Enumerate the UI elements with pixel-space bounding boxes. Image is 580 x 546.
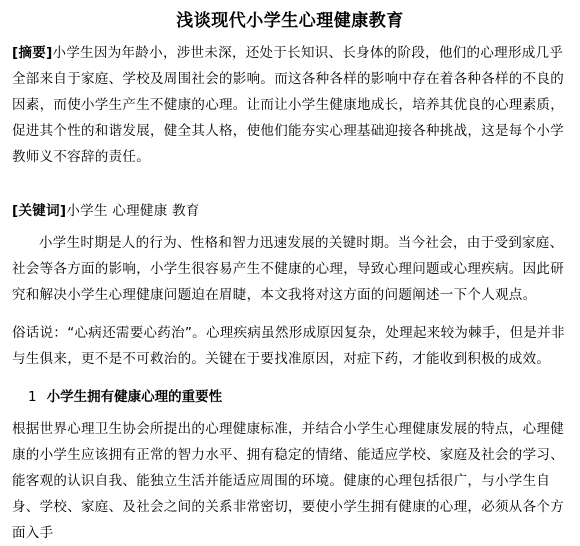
intro-paragraph: 小学生时期是人的行为、性格和智力迅速发展的关键时期。当今社会，由于受到家庭、社会等各方面的影响，小学生很容易产生不健康的心理，导致心理问题或心理疾病。因此研究和解决小学生心理健康问题迫在眉睫，本文我将对这方面的问题阐述一下个人观点。 <box>12 235 564 303</box>
abstract-text: 小学生因为年龄小，涉世未深，还处于长知识、长身体的阶段，他们的心理形成几乎全部来自于家庭、学校及周围社会的影响。而这各种各样的影响中存在着各种各样的不良的因素，而使小学生产生不健康的心理。让而让小学生健康地成长，培养其优良的心理素质，促进其个性的和谐发展，健全其人格，使他们能夯实心理基础迎接各种挑战，这是每个小学教师义不容辞的责任。 <box>12 45 564 165</box>
keywords-paragraph <box>12 198 572 224</box>
section-number: 1 <box>28 389 37 405</box>
abstract-tag: [摘要] <box>12 45 53 61</box>
abstract-paragraph <box>12 40 572 170</box>
section-title: 小学生拥有健康心理的重要性 <box>46 389 223 405</box>
keywords-tag: [关键词] <box>12 203 67 219</box>
proverb-paragraph: 俗话说：“心病还需要心药治”。心理疾病虽然形成原因复杂，处理起来较为棘手，但是并非与生俱来，更不是不可救治的。关键在于要找准原因，对症下药，才能收到积极的成效。 <box>12 325 565 367</box>
section-paragraph: 根据世界心理卫生协会所提出的心理健康标准，并结合小学生心理健康发展的特点，心理健康的小学生应该拥有正常的智力水平、拥有稳定的情绪、能适应学校、家庭及社会的学习、能客观的认识自我、能独立生活并能适应周围的环境。健康的心理包括很广，与小学生自身、学校、家庭、及社会之间的关系非常密切，要使小学生拥有健康的心理，必须从各个方面入手 <box>12 421 564 541</box>
section-heading <box>28 384 222 410</box>
keywords-text: 小学生 心理健康 教育 <box>66 203 200 219</box>
document-title: 浅谈现代小学生心理健康教育 <box>176 11 404 31</box>
